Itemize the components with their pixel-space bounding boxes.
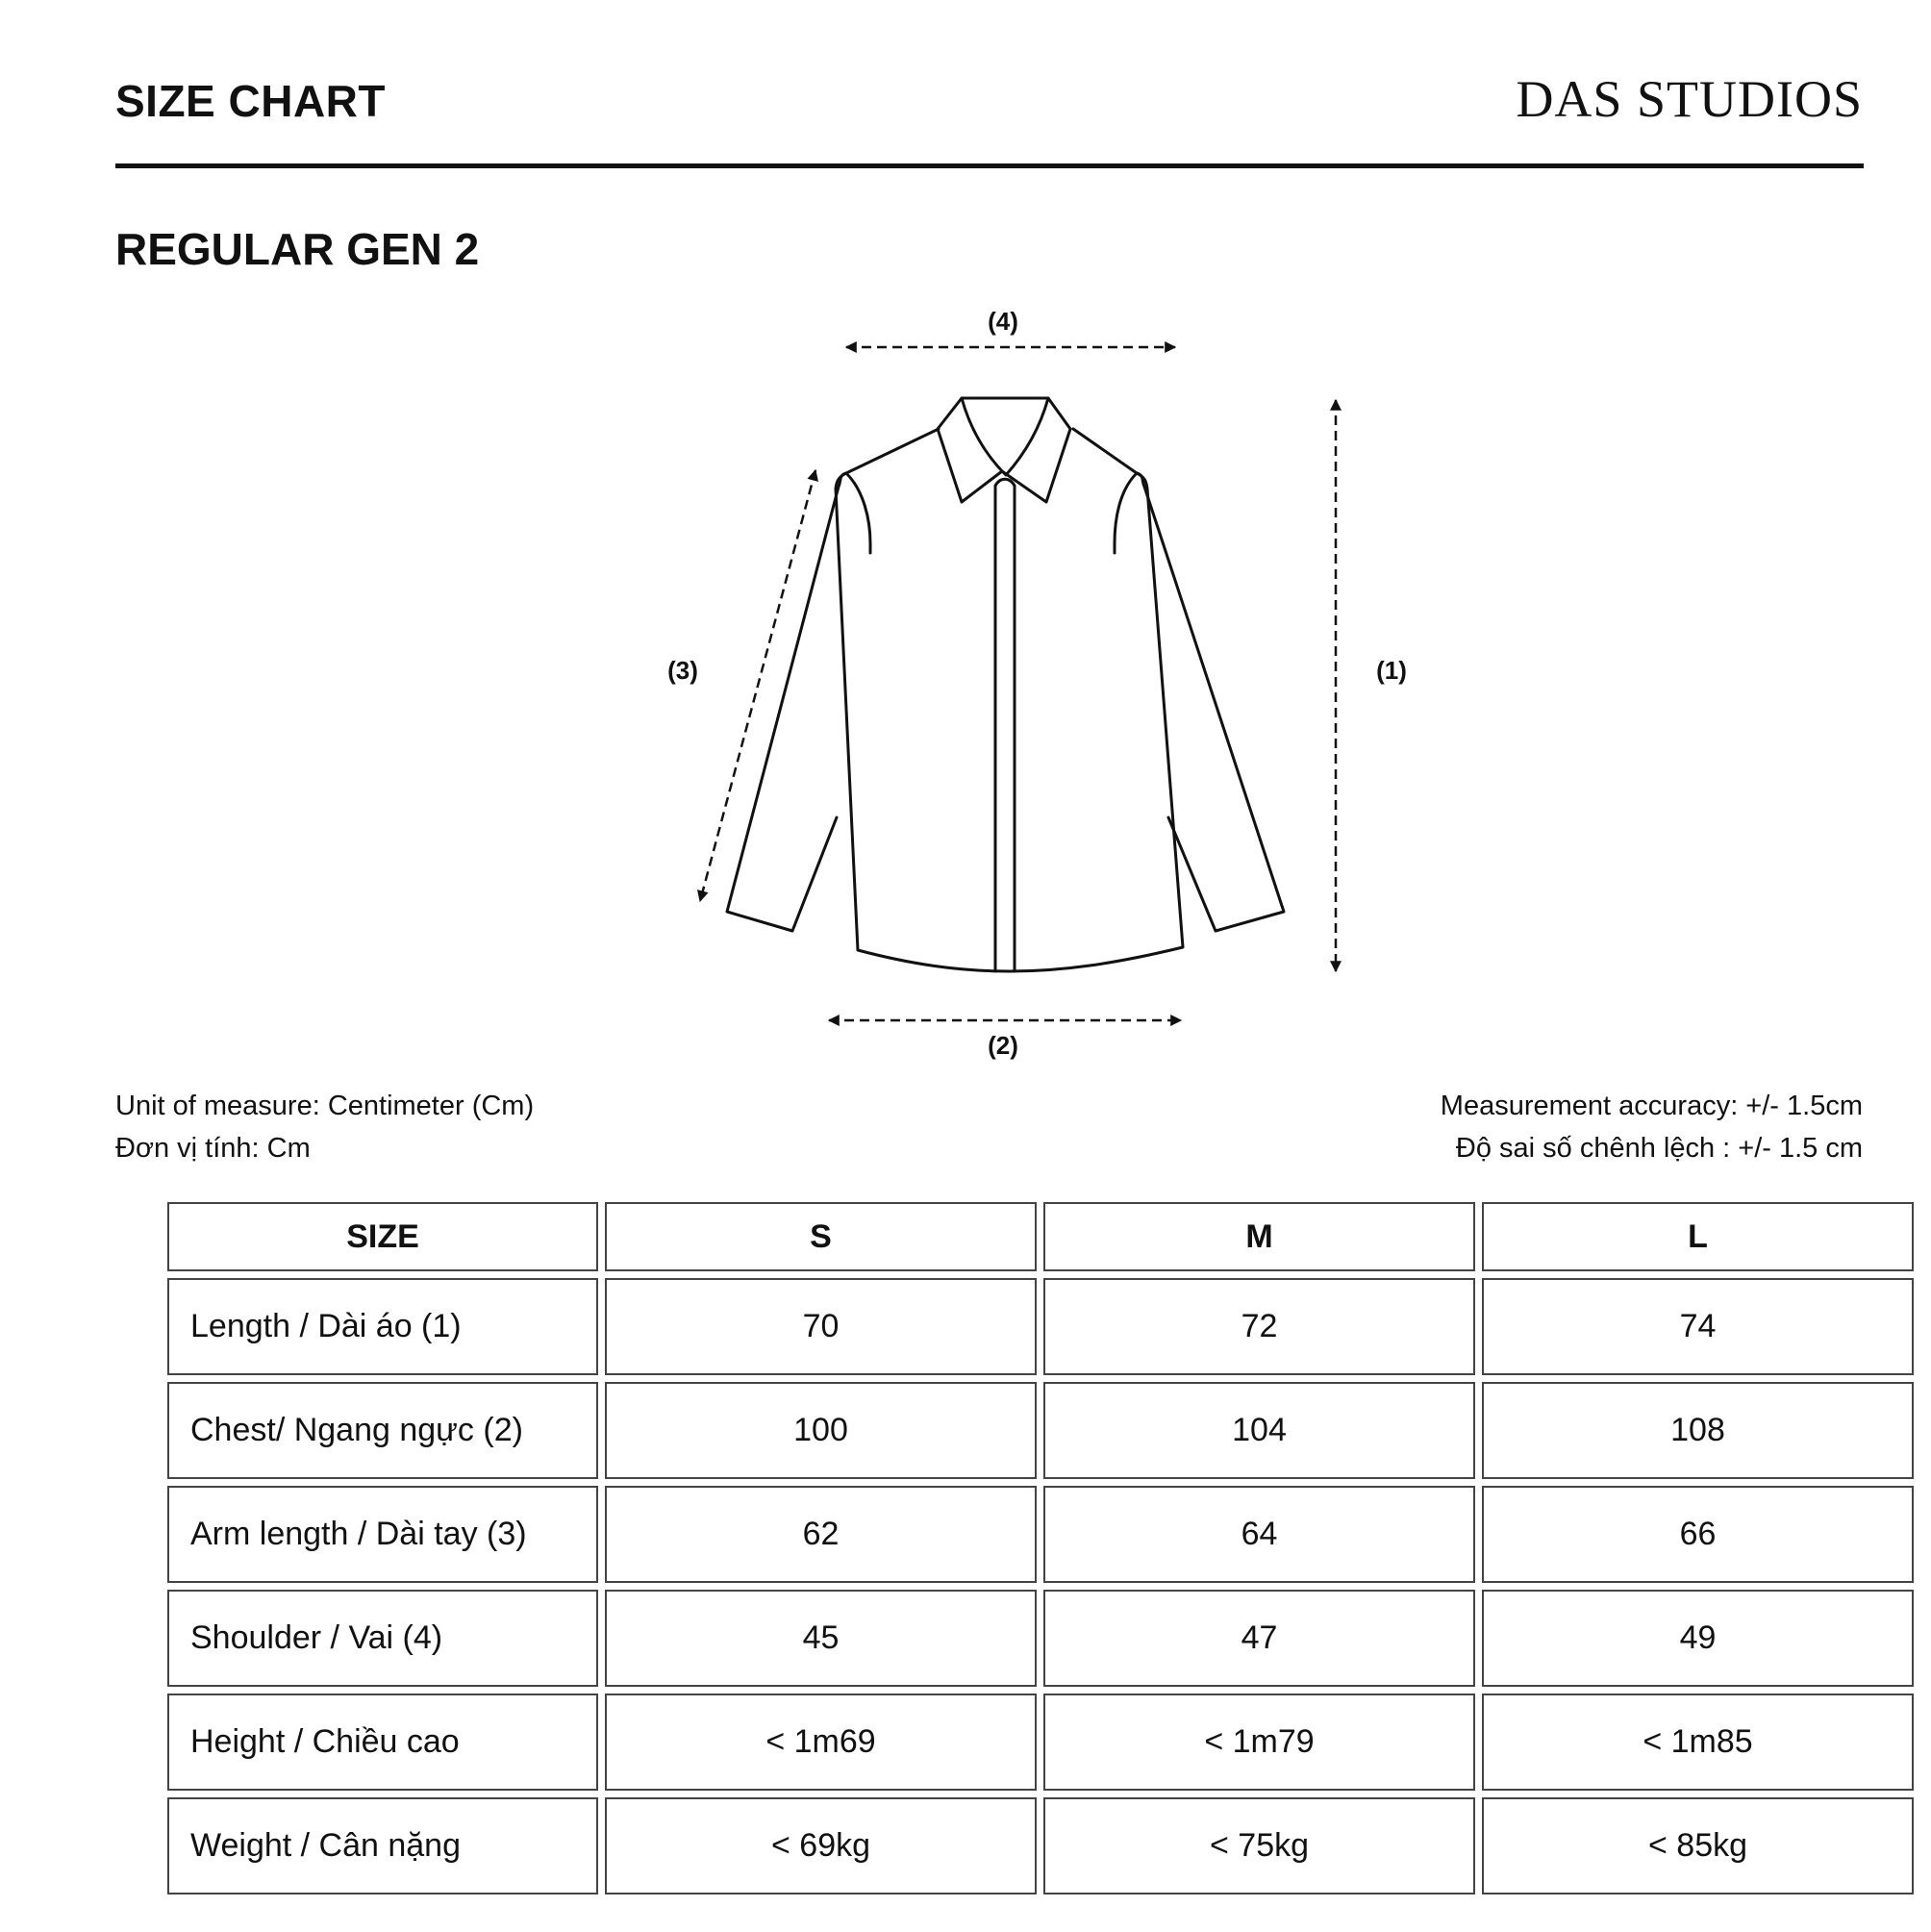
header-l: L bbox=[1482, 1202, 1914, 1271]
table-cell: < 1m79 bbox=[1043, 1694, 1475, 1791]
table-row bbox=[167, 1382, 1914, 1479]
brand-logo: DAS STUDIOS bbox=[1516, 70, 1863, 128]
table-cell: 64 bbox=[1043, 1486, 1475, 1583]
table-cell: 74 bbox=[1482, 1278, 1914, 1375]
page-title: SIZE CHART bbox=[115, 76, 386, 126]
table-cell: 108 bbox=[1482, 1382, 1914, 1479]
unit-note-vi: Đơn vị tính: Cm bbox=[115, 1133, 311, 1164]
table-cell: < 75kg bbox=[1043, 1797, 1475, 1894]
table-cell: 70 bbox=[605, 1278, 1037, 1375]
accuracy-note-en: Measurement accuracy: +/- 1.5cm bbox=[1440, 1091, 1863, 1121]
table-cell: 100 bbox=[605, 1382, 1037, 1479]
diagram-label-shoulder: (4) bbox=[988, 307, 1018, 336]
product-name: REGULAR GEN 2 bbox=[115, 224, 480, 274]
row-label: Chest/ Ngang ngực (2) bbox=[167, 1382, 598, 1479]
table-cell: < 69kg bbox=[605, 1797, 1037, 1894]
size-table bbox=[161, 1195, 1920, 1901]
diagram-label-chest: (2) bbox=[988, 1031, 1018, 1060]
shirt-outline bbox=[727, 398, 1284, 971]
table-row bbox=[167, 1486, 1914, 1583]
arm-measure-arrow bbox=[700, 470, 815, 901]
row-label: Arm length / Dài tay (3) bbox=[167, 1486, 598, 1583]
table-cell: 49 bbox=[1482, 1590, 1914, 1687]
table-cell: 104 bbox=[1043, 1382, 1475, 1479]
table-row bbox=[167, 1694, 1914, 1791]
table-header-row bbox=[167, 1202, 1914, 1271]
unit-note bbox=[115, 1085, 534, 1169]
header-size: SIZE bbox=[167, 1202, 598, 1271]
header-s: S bbox=[605, 1202, 1037, 1271]
table-cell: 72 bbox=[1043, 1278, 1475, 1375]
accuracy-note bbox=[1441, 1085, 1863, 1169]
header-m: M bbox=[1043, 1202, 1475, 1271]
table-cell: < 1m69 bbox=[605, 1694, 1037, 1791]
row-label: Weight / Cân nặng bbox=[167, 1797, 598, 1894]
table-cell: < 85kg bbox=[1482, 1797, 1914, 1894]
table-cell: < 1m85 bbox=[1482, 1694, 1914, 1791]
table-cell: 66 bbox=[1482, 1486, 1914, 1583]
accuracy-note-vi: Độ sai số chênh lệch : +/- 1.5 cm bbox=[1455, 1133, 1863, 1164]
table-row bbox=[167, 1797, 1914, 1894]
table-cell: 47 bbox=[1043, 1590, 1475, 1687]
unit-note-en: Unit of measure: Centimeter (Cm) bbox=[115, 1091, 535, 1121]
row-label: Shoulder / Vai (4) bbox=[167, 1590, 598, 1687]
table-row bbox=[167, 1278, 1914, 1375]
table-row bbox=[167, 1590, 1914, 1687]
table-cell: 45 bbox=[605, 1590, 1037, 1687]
diagram-label-arm: (3) bbox=[667, 656, 698, 685]
diagram-label-length: (1) bbox=[1376, 656, 1407, 685]
row-label: Height / Chiều cao bbox=[167, 1694, 598, 1791]
table-cell: 62 bbox=[605, 1486, 1037, 1583]
row-label: Length / Dài áo (1) bbox=[167, 1278, 598, 1375]
